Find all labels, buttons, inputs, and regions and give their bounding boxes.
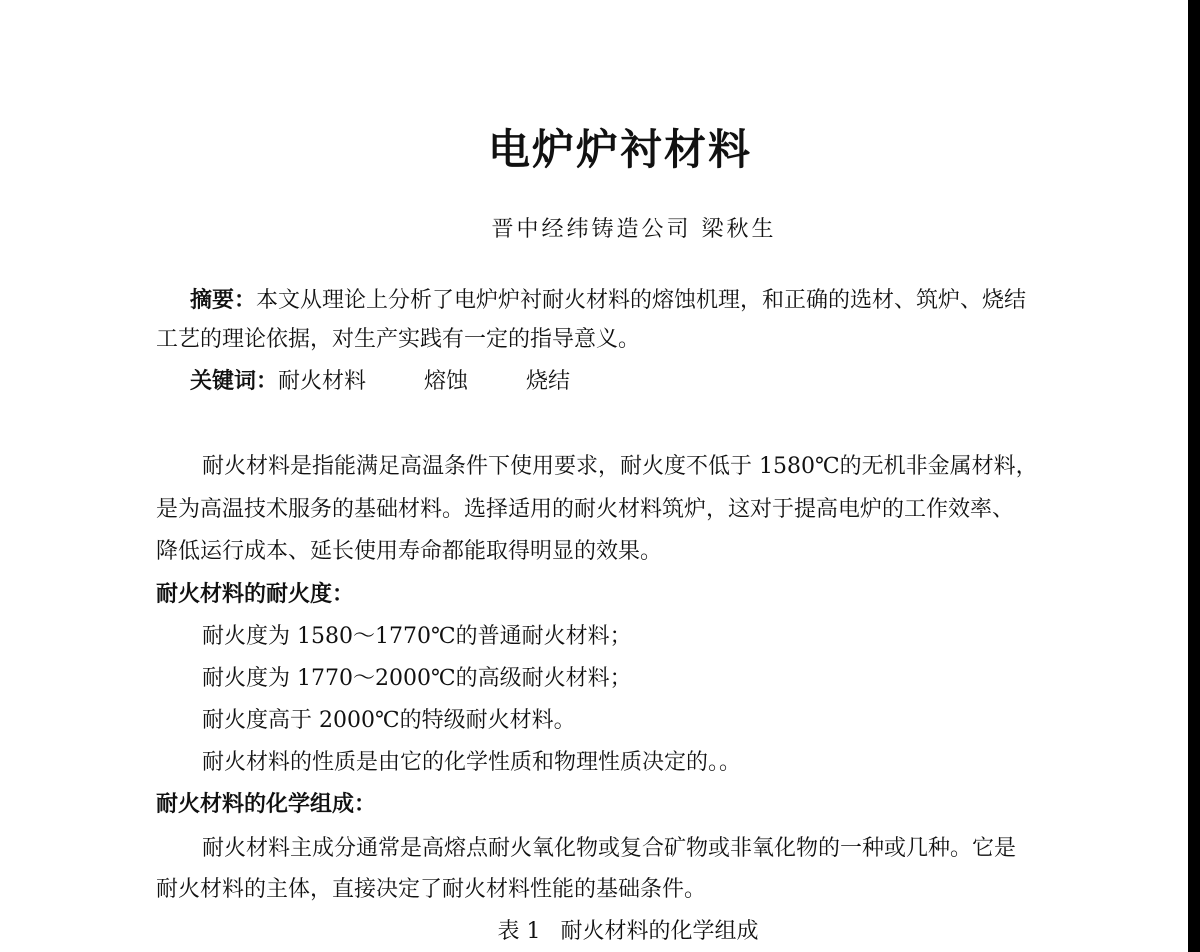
- chemical-composition-line-1: 耐火材料主成分通常是高熔点耐火氧化物或复合矿物或非氧化物的一种或几种。它是: [202, 836, 1017, 861]
- keywords-label: 关键词：: [190, 369, 279, 394]
- table-caption: [0, 912, 1200, 952]
- abstract-text-1: 本文从理论上分析了电炉炉衬耐火材料的熔蚀机理，和正确的选材、筑炉、烧结: [256, 288, 1027, 313]
- keyword-item: 烧结: [526, 369, 571, 394]
- abstract-label: 摘要：: [190, 288, 257, 313]
- author-affiliation: 晋中经纬铸造公司 梁秋生: [491, 217, 777, 242]
- section-heading-chemical-composition: 耐火材料的化学组成：: [156, 792, 377, 817]
- table-number: 表 1: [497, 919, 541, 944]
- section-heading-refractoriness: 耐火材料的耐火度：: [156, 582, 355, 607]
- intro-line-2: 是为高温技术服务的基础材料。选择适用的耐火材料筑炉，这对于提高电炉的工作效率、: [156, 497, 1015, 522]
- abstract-line-2: 工艺的理论依据，对生产实践有一定的指导意义。: [156, 327, 641, 352]
- chemical-composition-line-2: 耐火材料的主体，直接决定了耐火材料性能的基础条件。: [156, 877, 707, 902]
- table-caption-text: 耐火材料的化学组成: [560, 919, 759, 944]
- keyword-item: 耐火材料: [278, 369, 367, 394]
- keyword-item: 熔蚀: [424, 369, 469, 394]
- keywords-line: [190, 364, 570, 400]
- refractoriness-item: 耐火度为 1770～2000℃的高级耐火材料；: [202, 666, 632, 691]
- refractoriness-item: 耐火度高于 2000℃的特级耐火材料。: [202, 708, 576, 733]
- refractoriness-item: 耐火材料的性质是由它的化学性质和物理性质决定的。。: [202, 750, 742, 775]
- abstract-line-1: [190, 283, 1026, 319]
- refractoriness-item: 耐火度为 1580～1770℃的普通耐火材料；: [202, 624, 632, 649]
- paper-title: 电炉炉衬材料: [487, 125, 752, 174]
- intro-line-3: 降低运行成本、延长使用寿命都能取得明显的效果。: [156, 539, 663, 564]
- intro-line-1: 耐火材料是指能满足高温条件下使用要求，耐火度不低于 1580℃的无机非金属材料，: [202, 454, 1038, 479]
